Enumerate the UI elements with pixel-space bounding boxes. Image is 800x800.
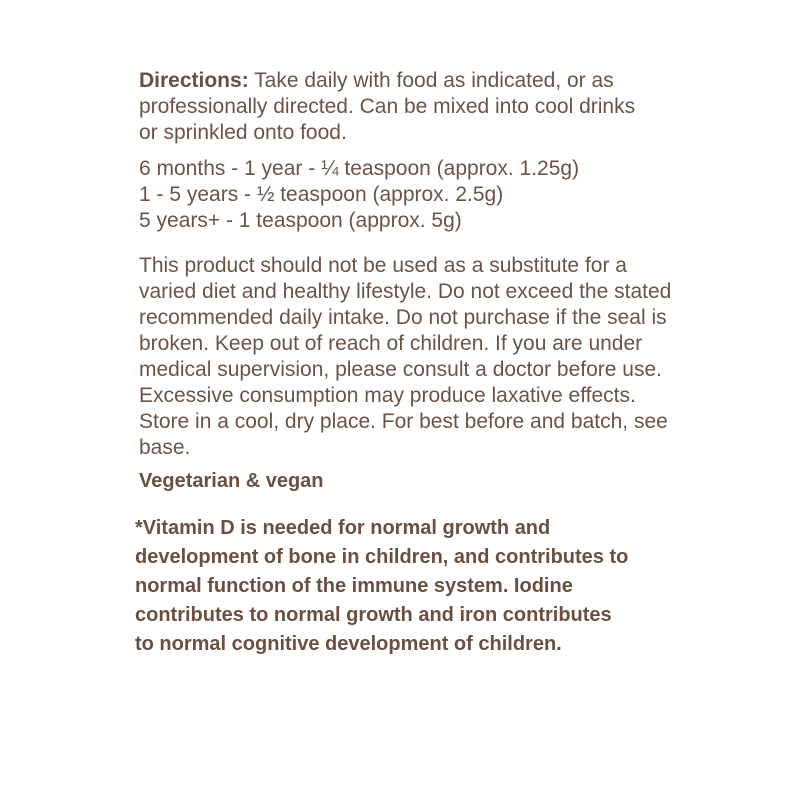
directions-paragraph bbox=[139, 68, 659, 146]
health-claims-paragraph: *Vitamin D is needed for normal growth and development of bone in children, and contributes to normal function of the immune system. Iodine contributes to normal growth and iron contributes to normal cognitive development of children. bbox=[135, 517, 629, 655]
dosage-line: 1 - 5 years - ½ teaspoon (approx. 2.5g) bbox=[139, 183, 504, 206]
directions-text: Take daily with food as indicated, or as professionally directed. Can be mixed into cool drinks or sprinkled onto food. bbox=[139, 69, 636, 144]
product-label-text bbox=[135, 68, 699, 659]
dosage-line: 5 years+ - 1 teaspoon (approx. 5g) bbox=[139, 209, 462, 232]
dietary-note: Vegetarian & vegan bbox=[139, 470, 324, 492]
dosage-list bbox=[139, 156, 699, 234]
dosage-line: 6 months - 1 year - ¼ teaspoon (approx. 1.25g) bbox=[139, 157, 580, 180]
directions-heading: Directions: bbox=[139, 69, 249, 92]
warning-paragraph: This product should not be used as a substitute for a varied diet and healthy lifestyle. Do not exceed the stated recommended daily intake. Do not purchase if the seal is broken. Keep out of reach of children. If you are under medical supervision, please consult a doctor before use. Excessive consumption may produce laxative effects. Store in a cool, dry place. For best before and batch, see base. bbox=[139, 254, 672, 459]
